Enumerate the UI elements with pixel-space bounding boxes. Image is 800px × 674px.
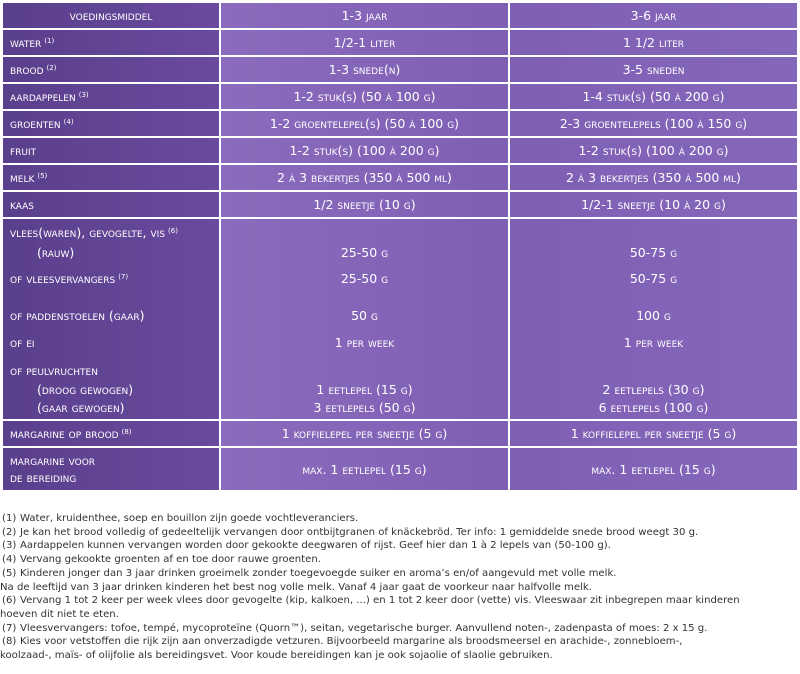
row-label: groenten $^{(4)}$ xyxy=(3,111,219,136)
footnote-text: Vervang gekookte groenten af en toe door rauwe groenten. xyxy=(20,554,321,566)
label-line: (gaar gewogen) xyxy=(37,400,125,415)
row-label-vlees xyxy=(3,219,219,419)
value-line: 25-50 g xyxy=(340,271,389,286)
footnote-number: (4) xyxy=(2,554,17,566)
label-line: de bereiding xyxy=(10,470,77,485)
footnotes xyxy=(0,512,800,663)
table-row-water xyxy=(3,30,797,55)
header-age-3-6: 3-6 jaar xyxy=(510,3,797,28)
footnote-text: Je kan het brood volledig of gedeeltelijk vervangen door ontbijtgranen of knäckebröd. Ter info: 1 gemiddelde snede brood weegt 30 g. xyxy=(20,526,699,538)
value-3-6: 3-5 sneden xyxy=(510,57,797,82)
footnote-ref: (2) xyxy=(46,63,57,72)
value-1-3: 1 koffielepel per sneetje (5 g) xyxy=(221,421,508,446)
value-line: 25-50 g xyxy=(340,245,389,260)
value-line: 3 eetlepels (50 g) xyxy=(313,400,416,415)
footnote xyxy=(0,635,800,649)
footnote-ref: (5) xyxy=(37,171,48,180)
value-3-6: 1-4 stuk(s) (50 à 200 g) xyxy=(510,84,797,109)
value-line: 50-75 g xyxy=(629,271,678,286)
footnote-number: (1) xyxy=(2,513,17,524)
row-label: aardappelen $^{(3)}$ xyxy=(3,84,219,109)
footnote-number: (7) xyxy=(2,622,17,634)
value-line: 1 eetlepel (15 g) xyxy=(316,382,413,397)
value-line: 1 per week xyxy=(334,335,395,350)
footnote-continuation: hoeven dit niet te eten. xyxy=(0,608,119,620)
row-label: fruit xyxy=(3,138,219,163)
table-row-groenten xyxy=(3,111,797,136)
value-1-3: max. 1 eetlepel (15 g) xyxy=(221,448,508,490)
value-line: 6 eetlepels (100 g) xyxy=(598,400,709,415)
label-line: vlees(waren), gevogelte, vis $^{(6)}$ xyxy=(10,225,178,240)
header-food: voedingsmiddel xyxy=(3,3,219,28)
footnote-text: Kinderen jonger dan 3 jaar drinken groeimelk zonder toegevoegde suiker en aroma’s en/of aangevuld met volle melk. xyxy=(20,567,617,579)
value-line: 50 g xyxy=(351,308,378,323)
row-label: kaas xyxy=(3,192,219,217)
label-line: of paddenstoelen (gaar) xyxy=(10,308,145,323)
value-line: 100 g xyxy=(636,308,671,323)
value-1-3: 1/2 sneetje (10 g) xyxy=(221,192,508,217)
footnote-text: Aardappelen kunnen vervangen worden door gekookte deegwaren of rijst. Geef hier dan 1 à 2 lepels van (50-100 g). xyxy=(20,540,611,552)
value-line: 50-75 g xyxy=(629,245,678,260)
row-label xyxy=(3,448,219,490)
label-line: (droog gewogen) xyxy=(37,382,134,397)
value-line: 2 eetlepels (30 g) xyxy=(602,382,705,397)
footnote-text: Vleesvervangers: tofoe, tempé, mycoproteïne (Quorn™), seitan, vegetarische burger. Aanvullend noten-, zadenpasta of moes: 2 x 15 g. xyxy=(20,622,708,634)
footnote xyxy=(0,539,800,553)
footnote-ref: (4) xyxy=(63,117,74,126)
footnote-number: (6) xyxy=(2,595,17,607)
value-1-3: 1/2-1 liter xyxy=(221,30,508,55)
row-label: melk $^{(5)}$ xyxy=(3,165,219,190)
value-1-3 xyxy=(221,219,508,419)
label-line: of vleesvervangers $^{(7)}$ xyxy=(10,271,129,286)
table-row-melk xyxy=(3,165,797,190)
value-3-6: 2-3 groentelepels (100 à 150 g) xyxy=(510,111,797,136)
footnote-ref: (1) xyxy=(44,36,55,45)
table-row-kaas xyxy=(3,192,797,217)
value-1-3: 2 à 3 bekertjes (350 à 500 ml) xyxy=(221,165,508,190)
value-3-6: 1 koffielepel per sneetje (5 g) xyxy=(510,421,797,446)
footnote xyxy=(0,594,800,608)
footnote-ref: (3) xyxy=(78,90,89,99)
label-line: of ei xyxy=(10,335,35,350)
footnote xyxy=(0,512,800,526)
label-line: (rauw) xyxy=(37,245,75,260)
footnote-continuation: Na de leeftijd van 3 jaar drinken kinderen het best nog volle melk. Vanaf 4 jaar gaat de voorkeur naar halfvolle melk. xyxy=(0,581,592,593)
footnote-number: (5) xyxy=(2,567,17,579)
table-row-aardappelen xyxy=(3,84,797,109)
nutrition-table xyxy=(3,3,797,492)
footnote-ref: (8) xyxy=(121,427,132,436)
label-line: of peulvruchten xyxy=(10,363,98,378)
footnote xyxy=(0,622,800,636)
table-row-brood xyxy=(3,57,797,82)
value-3-6: 2 à 3 bekertjes (350 à 500 ml) xyxy=(510,165,797,190)
footnote xyxy=(0,553,800,567)
value-3-6: max. 1 eetlepel (15 g) xyxy=(510,448,797,490)
value-1-3: 1-3 snede(n) xyxy=(221,57,508,82)
value-1-3: 1-2 groentelepel(s) (50 à 100 g) xyxy=(221,111,508,136)
footnote-text: Kies voor vetstoffen die rijk zijn aan onverzadigde vetzuren. Bijvoorbeeld margarine als broodsmeersel en arachide-, zonnebloem-, xyxy=(20,636,683,648)
table-row-fruit xyxy=(3,138,797,163)
row-label: brood $^{(2)}$ xyxy=(3,57,219,82)
footnote-number: (2) xyxy=(2,526,17,538)
table-row-margarine-brood xyxy=(3,421,797,446)
value-3-6: 1 1/2 liter xyxy=(510,30,797,55)
footnote-number: (8) xyxy=(2,636,17,648)
footnote-ref: (6) xyxy=(168,227,178,235)
value-3-6: 1/2-1 sneetje (10 à 20 g) xyxy=(510,192,797,217)
table-row-vlees xyxy=(3,219,797,419)
value-1-3: 1-2 stuk(s) (50 à 100 g) xyxy=(221,84,508,109)
row-label: water $^{(1)}$ xyxy=(3,30,219,55)
row-label: margarine op brood $^{(8)}$ xyxy=(3,421,219,446)
value-1-3: 1-2 stuk(s) (100 à 200 g) xyxy=(221,138,508,163)
label-line: margarine voor xyxy=(10,453,96,468)
footnote-number: (3) xyxy=(2,540,17,552)
table-header-row xyxy=(3,3,797,28)
footnote-ref: (7) xyxy=(118,273,129,281)
table-row-margarine-bereiding xyxy=(3,448,797,490)
header-age-1-3: 1-3 jaar xyxy=(221,3,508,28)
value-3-6: 1-2 stuk(s) (100 à 200 g) xyxy=(510,138,797,163)
footnote xyxy=(0,567,800,581)
value-line: 1 per week xyxy=(623,335,684,350)
footnote-text: Water, kruidenthee, soep en bouillon zijn goede vochtleveranciers. xyxy=(20,513,359,524)
value-3-6 xyxy=(510,219,797,419)
footnote-text: Vervang 1 tot 2 keer per week vlees door gevogelte (kip, kalkoen, ...) en 1 tot 2 keer door (vette) vis. Vleeswaar zit inbegrepen maar kinderen xyxy=(20,595,740,607)
footnote xyxy=(0,526,800,540)
footnote-continuation: koolzaad-, maïs- of olijfolie als bereidingsvet. Voor koude bereidingen kan je ook sojaolie of slaolie gebruiken. xyxy=(0,650,553,662)
